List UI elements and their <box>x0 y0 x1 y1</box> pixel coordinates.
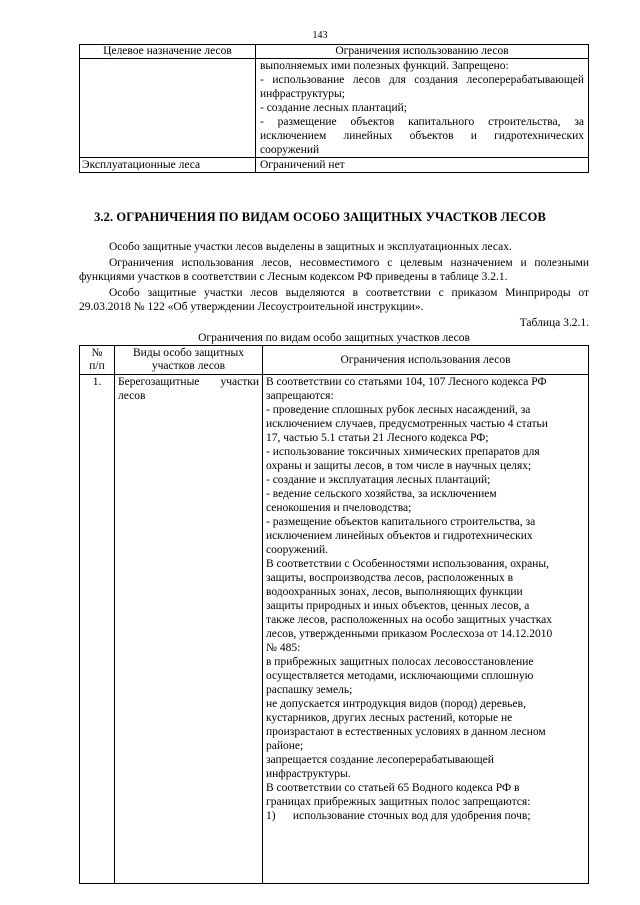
restriction-line: В соответствии со статьями 104, 107 Лесного кодекса РФ <box>266 376 547 388</box>
restriction-line: также лесов, расположенных на особо защитных участках <box>266 614 552 626</box>
restriction-line: - использование токсичных химических препаратов для <box>266 446 540 458</box>
restriction-line: - использование лесов для создания лесоперерабатывающей инфраструктуры; <box>260 74 584 100</box>
restriction-line: кустарников, других лесных растений, которые не <box>266 712 513 724</box>
plot-kind-line: лесов <box>118 390 146 402</box>
restriction-line: распашку земель; <box>266 684 353 696</box>
restrictions-cell <box>263 375 589 884</box>
restriction-line: сенокошения и пчеловодства; <box>266 502 412 514</box>
header-purpose: Целевое назначение лесов <box>80 45 256 59</box>
restriction-line: границах прибрежных защитных полос запрещаются: <box>266 796 531 808</box>
restriction-line: лесов, утвержденными приказом Рослесхоза от 14.12.2010 <box>266 628 553 640</box>
restriction-line: запрещаются: <box>266 390 334 402</box>
restriction-line: - создание и эксплуатация лесных плантаций; <box>266 474 491 486</box>
header-plot-kind-line: участков лесов <box>151 360 226 372</box>
table-header-row <box>80 346 589 375</box>
header-plot-kind-line: Виды особо защитных <box>133 347 244 359</box>
table-row <box>80 375 589 884</box>
restriction-cell <box>256 59 589 158</box>
restriction-cell: Ограничений нет <box>256 158 589 173</box>
header-number-line: п/п <box>89 360 105 372</box>
paragraph: Особо защитные участки лесов выделяются в соответствии с приказом Минприроды от 29.03.2018 № 122 «Об утверждении Лесоустроительной инструкции». <box>79 287 589 313</box>
restriction-line: районе; <box>266 740 304 752</box>
table-row <box>80 59 589 158</box>
restriction-line: запрещается создание лесоперерабатывающей <box>266 754 494 766</box>
restriction-line: водоохранных зонах, лесов, выполняющих функции <box>266 586 523 598</box>
paragraph: Ограничения использования лесов, несовместимого с целевым назначением и полезными функциями участков в соответствии с Лесным кодексом РФ приведены в таблице 3.2.1. <box>79 257 589 283</box>
plot-kind-cell <box>115 375 263 884</box>
table-header-row <box>80 45 589 59</box>
restriction-line: исключением случаев, предусмотренных частью 4 статьи <box>266 418 548 430</box>
restriction-line: 1) использование сточных вод для удобрения почв; <box>266 810 531 822</box>
restrictions-by-plot-type-table <box>79 345 589 884</box>
purpose-cell: Эксплуатационные леса <box>80 158 256 173</box>
restriction-line: охраны и защиты лесов, в том числе в научных целях; <box>266 460 532 472</box>
header-number <box>80 346 115 375</box>
restriction-line: - размещение объектов капитального строительства, за <box>266 516 536 528</box>
table-number: Таблица 3.2.1. <box>519 317 589 329</box>
restriction-line: защиты, воспроизводства лесов, расположенных в <box>266 572 514 584</box>
restriction-line: - ведение сельского хозяйства, за исключением <box>266 488 497 500</box>
restrictions-by-purpose-table <box>79 44 589 173</box>
restriction-line: сооружений. <box>266 544 329 556</box>
header-restrictions: Ограничения использованию лесов <box>256 45 589 59</box>
purpose-cell-empty <box>80 59 256 158</box>
section-heading: 3.2. ОГРАНИЧЕНИЯ ПО ВИДАМ ОСОБО ЗАЩИТНЫХ УЧАСТКОВ ЛЕСОВ <box>94 210 546 224</box>
restriction-line: защиты природных и иных объектов, ценных лесов, а <box>266 600 530 612</box>
restriction-line: 17, частью 5.1 статьи 21 Лесного кодекса РФ; <box>266 432 489 444</box>
plot-kind-line: Берегозащитные участки <box>118 376 259 388</box>
header-restrictions: Ограничения использования лесов <box>263 346 589 375</box>
restriction-line: - проведение сплошных рубок лесных насаждений, за <box>266 404 531 416</box>
restriction-line: № 485: <box>266 642 301 654</box>
restriction-line: не допускается интродукция видов (пород) деревьев, <box>266 698 526 710</box>
table-row <box>80 158 589 173</box>
paragraph: Особо защитные участки лесов выделены в защитных и эксплуатационных лесах. <box>109 241 512 253</box>
table-caption: Ограничения по видам особо защитных участков лесов <box>198 332 470 344</box>
header-plot-kind <box>115 346 263 375</box>
restriction-line: В соответствии с Особенностями использования, охраны, <box>266 558 550 570</box>
header-number-line: № <box>91 347 103 359</box>
restriction-line: осуществляется методами, исключающими сплошную <box>266 670 534 682</box>
restriction-line: - создание лесных плантаций; <box>260 102 407 114</box>
restriction-line: исключением линейных объектов и гидротехнических <box>266 530 533 542</box>
restriction-line: произрастают в естественных условиях в данном лесном <box>266 726 546 738</box>
page-number: 143 <box>312 30 328 41</box>
restriction-line: выполняемых ими полезных функций. Запрещено: <box>260 60 509 72</box>
restriction-line: - размещение объектов капитального строительства, за исключением линейных объектов и гидротехнических сооружений <box>260 116 584 156</box>
restriction-line: В соответствии со статьей 65 Водного кодекса РФ в <box>266 782 520 794</box>
restriction-line: в прибрежных защитных полосах лесовосстановление <box>266 656 534 668</box>
row-number: 1. <box>80 375 115 884</box>
restriction-line: инфраструктуры. <box>266 768 351 780</box>
